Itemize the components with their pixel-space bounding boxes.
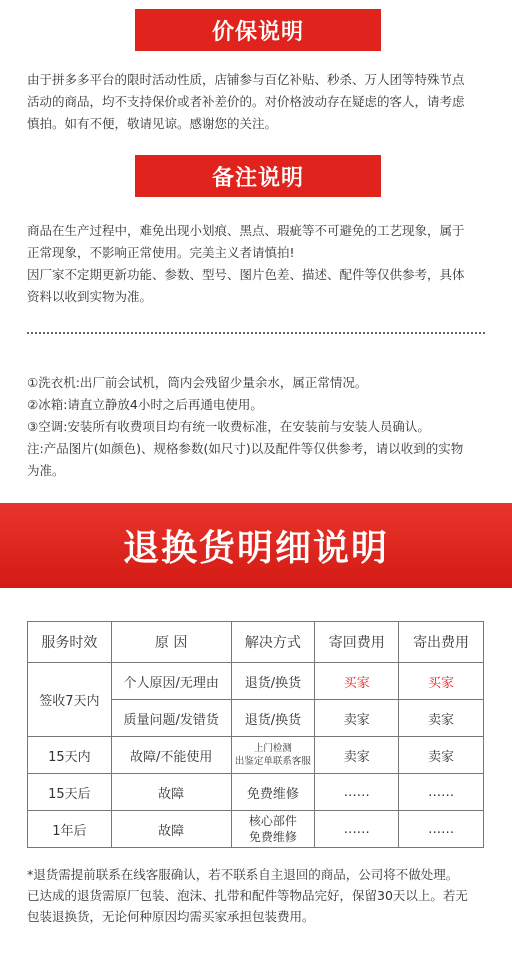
remark-banner	[135, 155, 381, 197]
solution-line: 核心部件	[248, 814, 297, 828]
dotted-divider	[27, 332, 485, 334]
returns-banner	[0, 503, 512, 588]
price-protection-text	[27, 69, 492, 135]
solution-line: 免费维修	[248, 830, 297, 844]
price-line: 慎拍。如有不便，敬请见谅。感谢您的关注。	[27, 116, 278, 131]
table-row	[28, 774, 484, 811]
note-line: 为准。	[27, 463, 65, 478]
table-row	[28, 663, 484, 700]
solution-cell: 退货/换货	[231, 700, 315, 737]
header-solution: 解决方式	[231, 622, 315, 663]
header-return-fee: 寄回费用	[315, 622, 399, 663]
reason-cell: 质量问题/发错货	[111, 700, 231, 737]
solution-cell: 免费维修	[231, 774, 315, 811]
note-line: ③空调:安装所有收费项目均有统一收费标准，在安装前与安装人员确认。	[27, 419, 430, 434]
send-fee-cell: 卖家	[399, 700, 484, 737]
remark-line: 因厂家不定期更新功能、参数、型号、图片色差、描述、配件等仅供参考，具体	[27, 267, 465, 282]
reason-cell: 个人原因/无理由	[111, 663, 231, 700]
header-period: 服务时效	[28, 622, 112, 663]
header-send-fee: 寄出费用	[399, 622, 484, 663]
period-cell: 15天内	[28, 737, 112, 774]
reason-cell: 故障/不能使用	[111, 737, 231, 774]
table-row	[28, 737, 484, 774]
return-fee-cell: 卖家	[315, 700, 399, 737]
footnote-line: *退货需提前联系在线客服确认，若不联系自主退回的商品，公司将不做处理。	[27, 867, 459, 882]
note-line: ①洗衣机:出厂前会试机，筒内会残留少量余水，属正常情况。	[27, 375, 368, 390]
price-line: 活动的商品，均不支持保价或者补差价的。对价格波动存在疑虑的客人，请考虑	[27, 94, 465, 109]
remark-title: 备注说明	[211, 165, 304, 191]
period-cell: 1年后	[28, 811, 112, 848]
remark-line: 商品在生产过程中，难免出现小划痕、黑点、瑕疵等不可避免的工艺现象，属于	[27, 223, 465, 238]
period-cell: 签收7天内	[28, 663, 112, 737]
return-fee-cell: ……	[315, 811, 399, 848]
solution-line: 上门检测	[253, 743, 292, 754]
reason-cell: 故障	[111, 774, 231, 811]
price-protection-banner	[135, 9, 381, 51]
returns-footnote	[27, 864, 497, 927]
return-fee-cell: ……	[315, 774, 399, 811]
remark-line: 资料以收到实物为准。	[27, 289, 153, 304]
send-fee-cell: ……	[399, 811, 484, 848]
header-reason: 原 因	[111, 622, 231, 663]
table-header-row	[28, 622, 484, 663]
return-fee-cell: 卖家	[315, 737, 399, 774]
solution-cell: 退货/换货	[231, 663, 315, 700]
returns-table	[27, 621, 484, 848]
period-cell: 15天后	[28, 774, 112, 811]
send-fee-cell: 卖家	[399, 737, 484, 774]
return-fee-cell: 买家	[315, 663, 399, 700]
remark-text	[27, 220, 492, 308]
table-row	[28, 811, 484, 848]
solution-cell	[231, 737, 315, 774]
footnote-line: 包装退换货，无论何种原因均需买家承担包装费用。	[27, 909, 315, 924]
price-protection-title: 价保说明	[211, 19, 304, 45]
note-line: ②冰箱:请直立静放4小时之后再通电使用。	[27, 397, 263, 412]
send-fee-cell: ……	[399, 774, 484, 811]
solution-cell	[231, 811, 315, 848]
appliance-notes	[27, 372, 492, 482]
solution-line: 出鉴定单联系客服	[234, 756, 311, 767]
reason-cell: 故障	[111, 811, 231, 848]
price-line: 由于拼多多平台的限时活动性质，店铺参与百亿补贴、秒杀、万人团等特殊节点	[27, 72, 465, 87]
returns-title: 退换货明细说明	[122, 528, 389, 569]
note-line: 注:产品图片(如颜色)、规格参数(如尺寸)以及配件等仅供参考，请以收到的实物	[27, 441, 464, 456]
send-fee-cell: 买家	[399, 663, 484, 700]
remark-line: 正常现象，不影响正常使用。完美主义者请慎拍!	[27, 245, 295, 260]
footnote-line: 已达成的退货需原厂包装、泡沫、扎带和配件等物品完好，保留30天以上。若无	[27, 888, 468, 903]
